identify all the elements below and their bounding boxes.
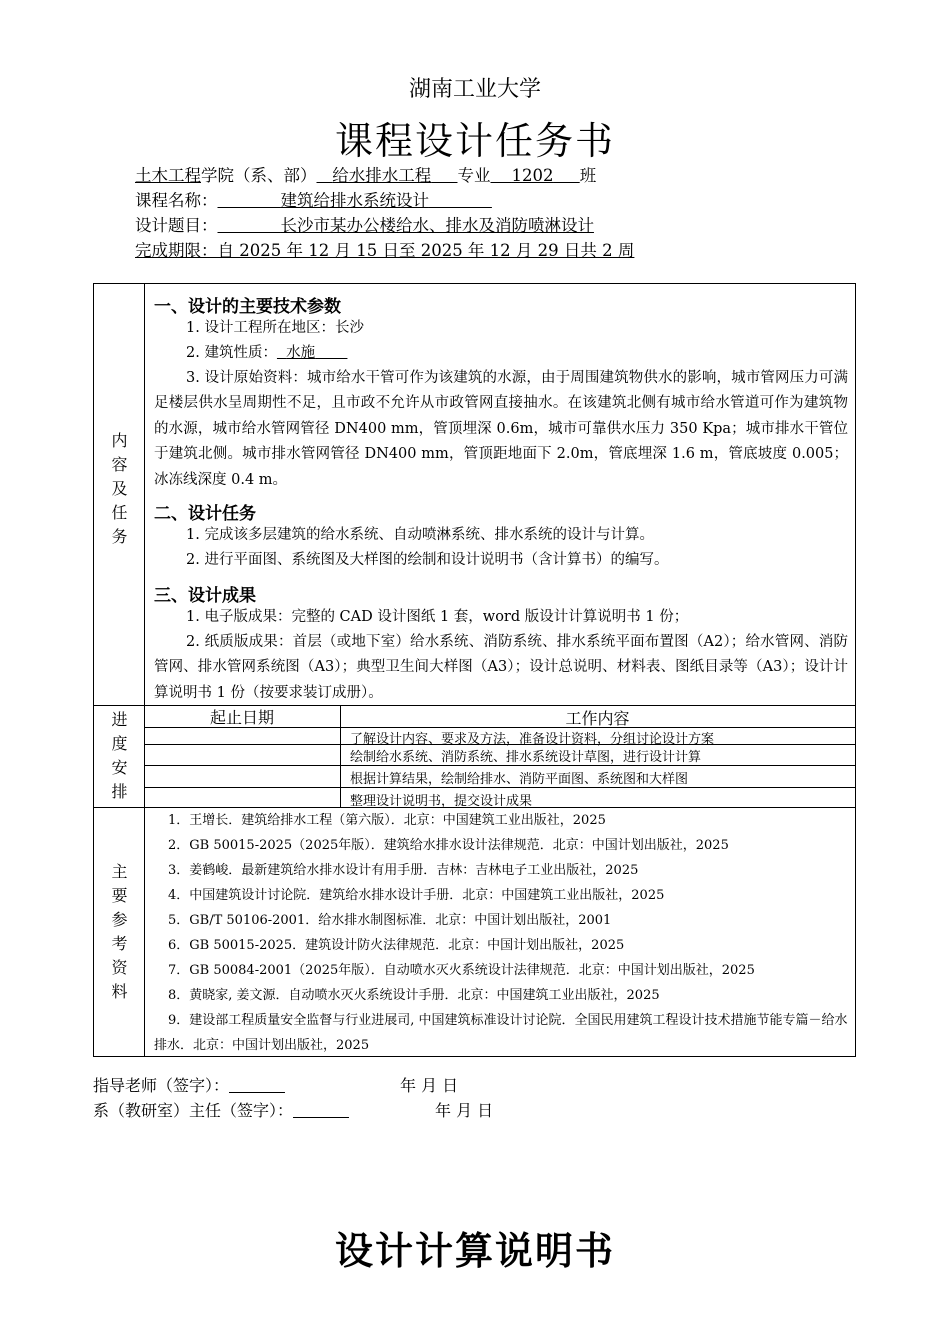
param-building-type: 2. 建筑性质： 水施 (186, 345, 316, 361)
course-label: 课程名称： (135, 191, 218, 210)
content-side-label: 内 容 及 任 务 (111, 431, 128, 546)
director-signature-field[interactable] (293, 1101, 349, 1120)
major-value: 给水排水工程 (332, 166, 432, 185)
schedule-header-work: 工作内容 (565, 709, 630, 728)
reference-item: 2．GB 50015-2025（2025年版）．建筑给水排水设计法律规范．北京：中国计划出版社，2025 (168, 838, 729, 853)
reference-item: 7．GB 50084-2001（2025年版）．自动喷水灭火系统设计法律规范．北京：中国计划出版社，2025 (168, 963, 755, 978)
college-value: 土木工程 (135, 166, 201, 185)
teacher-date: 年 月 日 (400, 1076, 459, 1095)
reference-item: 1．王增长．建筑给排水工程（第六版）．北京：中国建筑工业出版社，2025 (168, 813, 606, 828)
param-raw-data: 3. 设计原始资料：城市给水干管可作为该建筑的水源，由于周围建筑物供水的影响，城市管网压力可满足楼层供水呈周期性不足，且市政不允许从市政管网直接抽水。在该建筑北侧有城市给水管道可作为建筑物的水源，城市给水管网管径 DN400 mm，管顶埋深 0.6m，城市可靠供水压力 350 Kpa；城市排水干管位于建筑北侧。城市排水管网管径 DN400 mm，管顶距地面下 2.0m，管底埋深 1.6 m，管底坡度 0.005；冰冻线深度 0.4 m。 (154, 370, 848, 488)
period-value: 自 2025 年 12 月 15 日至 2025 年 12 月 29 日共 2 周 (217, 241, 635, 260)
reference-item: 9．建设部工程质量安全监督与行业进展司, 中国建筑标准设计讨论院．全国民用建筑工程设计技术措施节能专篇－给水排水．北京：中国计划出版社，2025 (154, 1013, 848, 1053)
result-item-1: 1. 电子版成果：完整的 CAD 设计图纸 1 套，word 版设计计算说明书 1 份； (186, 609, 689, 625)
class-label: 班 (579, 166, 597, 185)
references-side-label: 主 要 参 考 资 料 (111, 862, 128, 1001)
task-item-2: 2. 进行平面图、系统图及大样图的绘制和设计说明书（含计算书）的编写。 (186, 552, 669, 568)
teacher-signature-line (93, 1073, 285, 1096)
reference-item: 6．GB 50015-2025．建筑设计防火法律规范．北京：中国计划出版社，2025 (168, 938, 625, 953)
topic-value: 长沙市某办公楼给水、排水及消防喷淋设计 (280, 216, 594, 235)
reference-item: 8．黄晓家, 姜文源．自动喷水灭火系统设计手册．北京：中国建筑工业出版社，2025 (168, 988, 660, 1003)
result-item-2: 2. 纸质版成果：首层（或地下室）给水系统、消防系统、排水系统平面布置图（A2）；给水管网、消防管网、排水管网系统图（A3）；典型卫生间大样图（A3）；设计总说明、材料表、图纸目录等（A3）；设计计算说明书 1 份（按要求装订成册）。 (154, 634, 848, 701)
major-label: 专业 (457, 166, 491, 185)
schedule-row: 了解设计内容、要求及方法，准备设计资料，分组讨论设计方案 (350, 732, 715, 747)
schedule-row: 绘制给水系统、消防系统、排水系统设计草图，进行设计计算 (350, 750, 702, 765)
teacher-signature-label: 指导老师（签字）： (93, 1076, 230, 1095)
reference-item: 4．中国建筑设计讨论院．建筑给水排水设计手册．北京：中国建筑工业出版社，2025 (168, 888, 665, 903)
director-date: 年 月 日 (435, 1101, 494, 1120)
schedule-side-label: 进 度 安 排 (111, 710, 128, 801)
task-item-1: 1. 完成该多层建筑的给水系统、自动喷淋系统、排水系统的设计与计算。 (186, 527, 654, 543)
section-title-results: 三、设计成果 (154, 586, 256, 606)
director-signature-label: 系（教研室）主任（签字）： (93, 1101, 294, 1120)
info-line-topic (135, 212, 594, 236)
document-title: 课程设计任务书 (334, 119, 615, 163)
section-title-tasks: 二、设计任务 (154, 504, 256, 524)
schedule-row: 根据计算结果，绘制给排水、消防平面图、系统图和大样图 (350, 772, 689, 787)
reference-item: 5．GB/T 50106-2001．给水排水制图标准．北京：中国计划出版社，2001 (168, 913, 612, 928)
task-table (93, 283, 856, 1057)
param-location: 1. 设计工程所在地区：长沙 (186, 320, 364, 336)
next-section-title: 设计计算说明书 (334, 1229, 615, 1273)
info-line-college (135, 162, 596, 186)
university-name: 湖南工业大学 (408, 77, 541, 102)
period-label: 完成期限： (135, 241, 218, 260)
schedule-header-date: 起止日期 (209, 708, 274, 727)
section-title-params: 一、设计的主要技术参数 (154, 297, 341, 317)
course-value: 建筑给排水系统设计 (280, 191, 429, 210)
director-signature-line (93, 1098, 349, 1121)
teacher-signature-field[interactable] (229, 1076, 285, 1095)
college-label: 学院（系、部） (201, 166, 317, 185)
info-line-course (135, 187, 492, 211)
schedule-row: 整理设计说明书，提交设计成果 (350, 794, 533, 809)
reference-item: 3．姜鹤峻．最新建筑给水排水设计有用手册．吉林：吉林电子工业出版社，2025 (168, 863, 639, 878)
info-line-period (135, 237, 634, 261)
class-value: 1202 (511, 166, 554, 185)
topic-label: 设计题目： (135, 216, 218, 235)
